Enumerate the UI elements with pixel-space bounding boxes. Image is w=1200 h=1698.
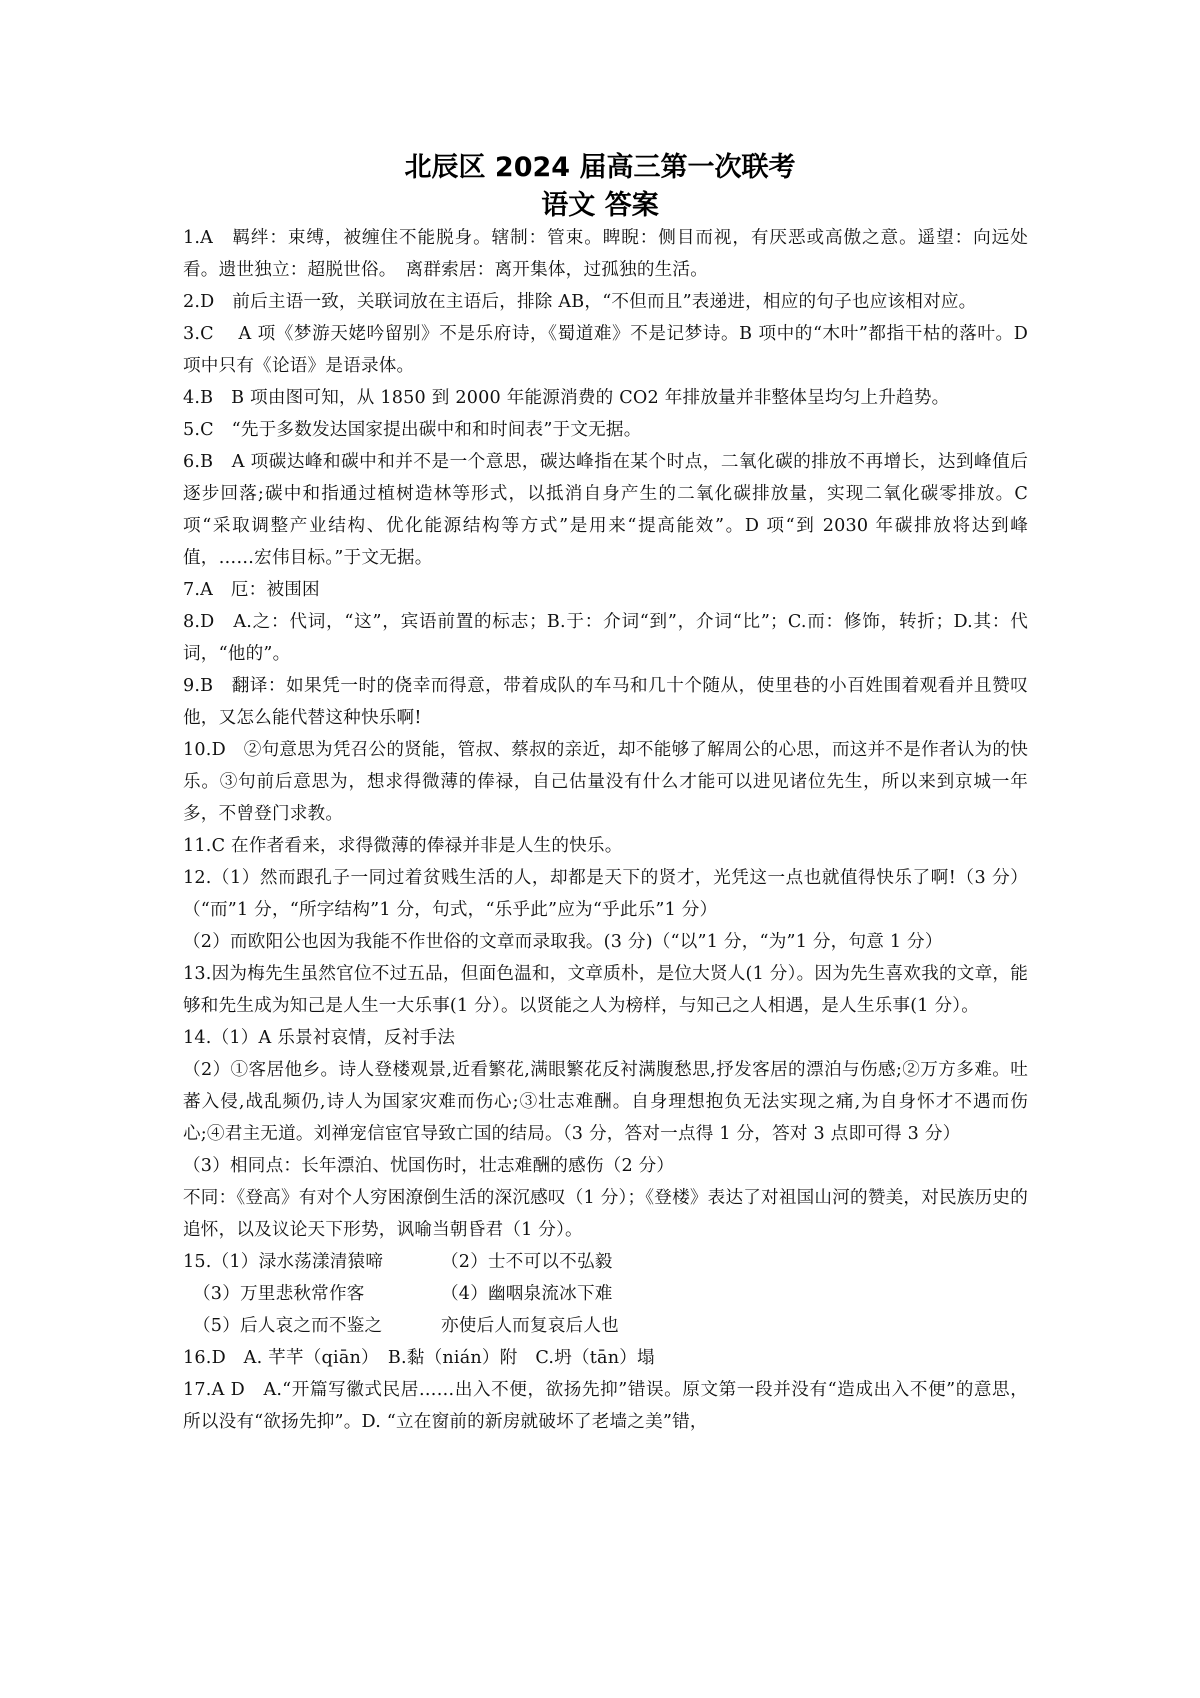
answer-3: 3.C A 项《梦游天姥吟留别》不是乐府诗，《蜀道难》不是记梦诗。B 项中的“木叶”都指干枯的落叶。D 项中只有《论语》是语录体。: [183, 324, 1028, 376]
answer-14-1: 14.（1）A 乐景衬哀情，反衬手法: [183, 1028, 456, 1048]
answer-10: 10.D ②句意思为凭召公的贤能，管叔、蔡叔的亲近，却不能够了解周公的心思，而这并不是作者认为的快乐。③句前后意思为，想求得微薄的俸禄，自己估量没有什么才能可以进见诸位先生，所以来到京城一年多，不曾登门求教。: [183, 740, 1028, 824]
answer-14-3: （3）相同点：长年漂泊、忧国伤时，壮志难酬的感伤（2 分）: [183, 1156, 675, 1176]
answer-17: 17.A D A.“开篇写徽式民居……出入不便，欲扬先抑”错误。原文第一段并没有“造成出入不便”的意思，所以没有“欲扬先抑”。D. “立在窗前的新房就破坏了老墙之美”错，: [183, 1380, 1028, 1432]
answer-11: 11.C 在作者看来，求得微薄的俸禄并非是人生的快乐。: [183, 836, 623, 856]
answer-16: 16.D A. 芊芊（qiān） B.黏（nián）附 C.坍（tān）塌: [183, 1348, 655, 1368]
answer-4: 4.B B 项由图可知，从 1850 到 2000 年能源消费的 CO2 年排放量并非整体呈均匀上升趋势。: [183, 388, 950, 408]
answer-15-item-5b: 亦使后人而复哀后人也: [441, 1316, 619, 1336]
answer-8: 8.D A.之：代词，“这”，宾语前置的标志；B.于：介词“到”，介词“比”；C.而：修饰，转折；D.其：代词，“他的”。: [183, 612, 1028, 664]
page-subtitle: 语文 答案: [541, 190, 659, 221]
answer-15-item-3: （3）万里悲秋常作客: [193, 1284, 365, 1304]
answer-12-2: （2）而欧阳公也因为我能不作世俗的文章而录取我。(3 分)（“以”1 分，“为”1 分，句意 1 分）: [183, 932, 943, 952]
answer-body: [183, 222, 1028, 1438]
answer-15-item-4: （4）幽咽泉流冰下难: [441, 1284, 613, 1304]
answer-7: 7.A 厄：被围困: [183, 580, 320, 600]
answer-9: 9.B 翻译：如果凭一时的侥幸而得意，带着成队的车马和几十个随从，使里巷的小百姓围着观看并且赞叹他，又怎么能代替这种快乐啊!: [183, 676, 1028, 728]
answer-12-1: 12.（1）然而跟孔子一同过着贫贱生活的人，却都是天下的贤才，光凭这一点也就值得快乐了啊!（3 分）（“而”1 分，“所字结构”1 分，句式，“乐乎此”应为“乎此乐”1 分）: [183, 868, 1028, 920]
answer-2: 2.D 前后主语一致，关联词放在主语后，排除 AB，“不但而且”表递进，相应的句子也应该相对应。: [183, 292, 977, 312]
answer-15-item-1: （1）渌水荡漾清猿啼: [211, 1252, 384, 1272]
answer-6: 6.B A 项碳达峰和碳中和并不是一个意思，碳达峰指在某个时点，二氧化碳的排放不再增长，达到峰值后逐步回落;碳中和指通过植树造林等形式，以抵消自身产生的二氧化碳排放量，实现二氧化碳零排放。C 项“采取调整产业结构、优化能源结构等方式”是用来“提高能效”。D 项“到 2030 年碳排放将达到峰值，……宏伟目标。”于文无据。: [183, 452, 1028, 568]
answer-15-row-3: [183, 1310, 1028, 1342]
answer-15-label: 15.: [183, 1252, 212, 1272]
page-title: 北辰区 2024 届高三第一次联考: [404, 152, 796, 183]
answer-13: 13.因为梅先生虽然官位不过五品，但面色温和，文章质朴，是位大贤人(1 分）。因为先生喜欢我的文章，能够和先生成为知己是人生一大乐事(1 分）。以贤能之人为榜样，与知己之人相遇，是人生乐事(1 分）。: [183, 964, 1028, 1016]
answer-15-row-1: [183, 1246, 1028, 1278]
answer-1: 1.A 羁绊：束缚，被缠住不能脱身。辖制：管束。睥睨：侧目而视，有厌恶或高傲之意。遥望：向远处看。遗世独立：超脱世俗。 离群索居：离开集体，过孤独的生活。: [183, 228, 1028, 280]
answer-15-row-2: [183, 1278, 1028, 1310]
answer-14-3-diff: 不同：《登高》有对个人穷困潦倒生活的深沉感叹（1 分）；《登楼》表达了对祖国山河的赞美，对民族历史的追怀，以及议论天下形势，讽喻当朝昏君（1 分）。: [183, 1188, 1028, 1240]
answer-15-item-5a: （5）后人哀之而不鉴之: [193, 1316, 383, 1336]
answer-14-2: （2）①客居他乡。诗人登楼观景,近看繁花,满眼繁花反衬满腹愁思,抒发客居的漂泊与伤感;②万方多难。吐蕃入侵,战乱频仍,诗人为国家灾难而伤心;③壮志难酬。自身理想抱负无法实现之痛,为自身怀才不遇而伤心;④君主无道。刘禅宠信宦官导致亡国的结局。（3 分，答对一点得 1 分，答对 3 点即可得 3 分）: [183, 1060, 1028, 1144]
answer-5: 5.C “先于多数发达国家提出碳中和和时间表”于文无据。: [183, 420, 642, 440]
answer-15-item-2: （2）士不可以不弘毅: [441, 1252, 613, 1272]
